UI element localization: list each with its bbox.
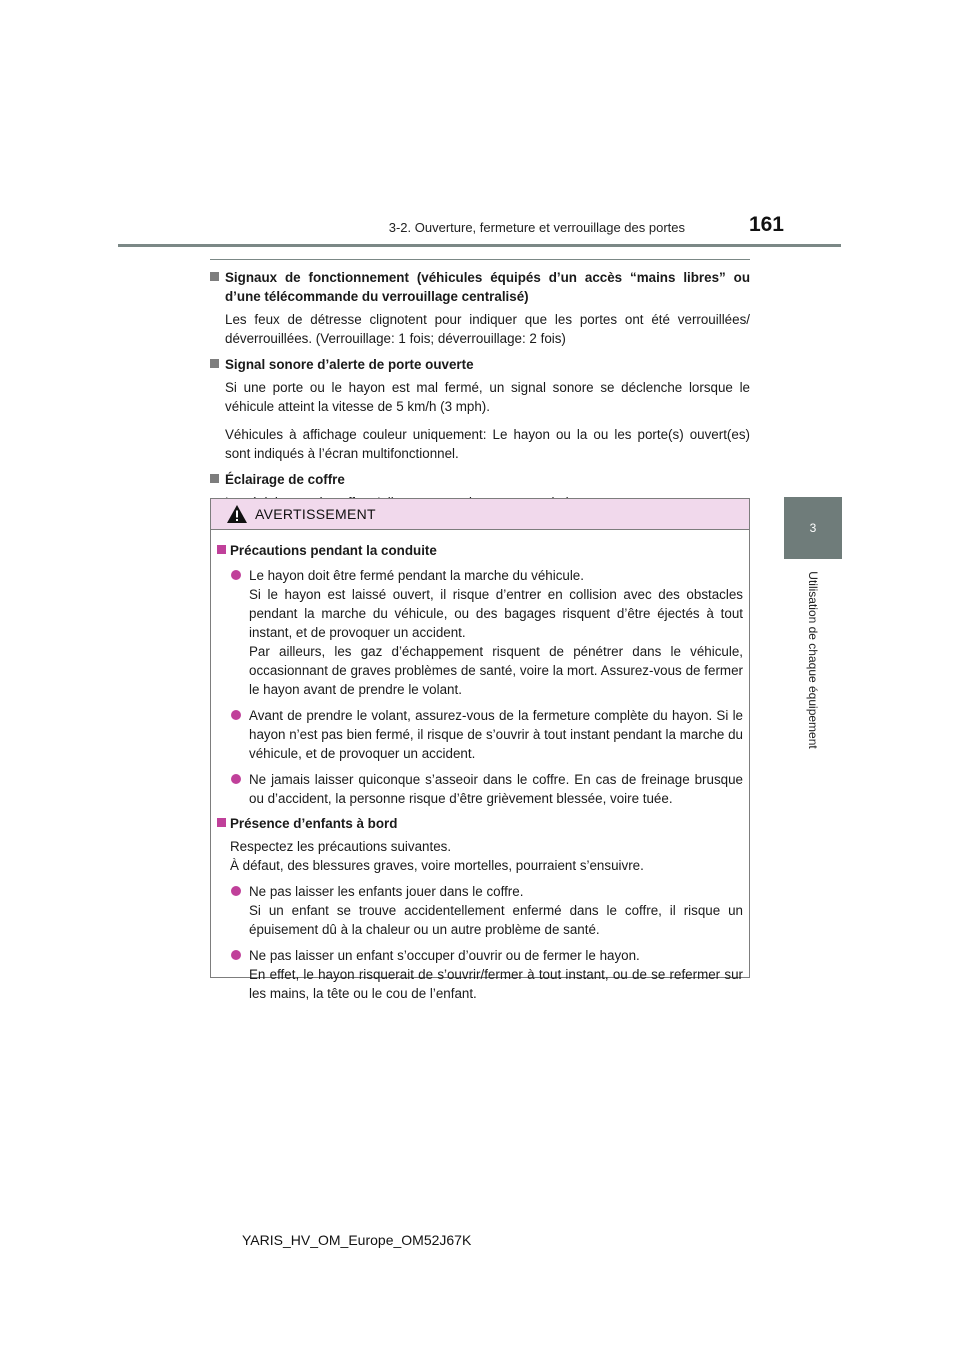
- warning-bullet: [217, 566, 743, 699]
- warning-section-heading: [217, 541, 743, 560]
- item-heading: Signaux de fonctionnement (véhicules équipés d’un accès “mains libres” ou d’une télécommande du verrouillage centralisé): [225, 270, 750, 304]
- heading-square-icon: [210, 474, 219, 483]
- content-item: [210, 268, 750, 348]
- bullet-dot-icon: [231, 570, 241, 580]
- warning-bullet: [217, 770, 743, 808]
- bullet-line: Si le hayon est laissé ouvert, il risque d’entrer en collision avec des obstacles pendant la marche du véhicule, ou des bagages risquent d’être éjectés à tout instant, et de provoquer un accident.: [249, 587, 743, 640]
- item-heading: Éclairage de coffre: [225, 472, 345, 487]
- chapter-tab: 3: [784, 497, 842, 559]
- warning-header: [211, 499, 749, 530]
- item-paragraph: Si une porte ou le hayon est mal fermé, un signal sonore se déclenche lorsque le véhicule atteint la vitesse de 5 km/h (3 mph).: [225, 380, 750, 414]
- chapter-side-label: Utilisation de chaque équipement: [806, 571, 820, 749]
- page-number: 161: [748, 213, 784, 236]
- bullet-line: Ne jamais laisser quiconque s’asseoir dans le coffre. En cas de freinage brusque ou d’accident, la personne risque d’être grièvement blessée, voire tuée.: [249, 772, 743, 806]
- bullet-line: Avant de prendre le volant, assurez-vous de la fermeture complète du hayon. Si le hayon n’est pas bien fermé, il risque de s’ouvrir à tout instant pendant la marche du véhicule, et de provoquer un accident.: [249, 708, 743, 761]
- heading-square-icon: [210, 272, 219, 281]
- main-content: [210, 268, 750, 519]
- warning-box: [210, 498, 750, 1001]
- bullet-line: En effet, le hayon risquerait de s’ouvrir/fermer à tout instant, ou de se refermer sur les mains, la tête ou le cou de l’enfant.: [249, 967, 743, 1001]
- heading-square-icon: [217, 545, 226, 554]
- warning-section-heading: [217, 814, 743, 833]
- warning-bullet: [217, 706, 743, 763]
- bullet-line: Si un enfant se trouve accidentellement enfermé dans le coffre, il risque un épuisement dû à la chaleur ou un autre problème de santé.: [249, 903, 743, 937]
- intro-line: Respectez les précautions suivantes.: [230, 839, 452, 854]
- bullet-dot-icon: [231, 886, 241, 896]
- content-top-rule: [210, 259, 750, 260]
- heading-square-icon: [217, 818, 226, 827]
- bullet-dot-icon: [231, 774, 241, 784]
- header-section-title: 3-2. Ouverture, fermeture et verrouillage des portes: [388, 220, 685, 235]
- warning-title: AVERTISSEMENT: [255, 506, 376, 522]
- warning-body: [217, 541, 743, 1003]
- bullet-line: Ne pas laisser les enfants jouer dans le coffre.: [249, 884, 524, 899]
- bullet-line: Le hayon doit être fermé pendant la marche du véhicule.: [249, 568, 584, 583]
- warning-heading-text: Présence d’enfants à bord: [230, 816, 398, 831]
- warning-bullet: [217, 882, 743, 939]
- warning-intro: [217, 837, 743, 875]
- bullet-line: Par ailleurs, les gaz d’échappement risquent de pénétrer dans le véhicule, occasionnant de graves problèmes de santé, voire la mort. Assurez-vous de fermer le hayon avant de prendre le volant.: [249, 644, 743, 697]
- footer-document-code: YARIS_HV_OM_Europe_OM52J67K: [242, 1232, 472, 1248]
- item-paragraph: Les feux de détresse clignotent pour indiquer que les portes ont été verrouillées/ déverrouillées. (Verrouillage: 1 fois; déverrouillage: 2 fois): [225, 312, 750, 346]
- bullet-dot-icon: [231, 710, 241, 720]
- bullet-line: Ne pas laisser un enfant s’occuper d’ouvrir ou de fermer le hayon.: [249, 948, 640, 963]
- content-item: [210, 355, 750, 463]
- header-rule: [118, 244, 841, 247]
- warning-bullet: [217, 946, 743, 1003]
- warning-heading-text: Précautions pendant la conduite: [230, 543, 437, 558]
- item-paragraph: Véhicules à affichage couleur uniquement: Le hayon ou la ou les porte(s) ouvert(es) sont indiqués à l’écran multifonctionnel.: [225, 427, 750, 461]
- item-heading: Signal sonore d’alerte de porte ouverte: [225, 357, 474, 372]
- heading-square-icon: [210, 359, 219, 368]
- warning-triangle-icon: [226, 504, 248, 524]
- intro-line: À défaut, des blessures graves, voire mortelles, pourraient s’ensuivre.: [230, 858, 644, 873]
- bullet-dot-icon: [231, 950, 241, 960]
